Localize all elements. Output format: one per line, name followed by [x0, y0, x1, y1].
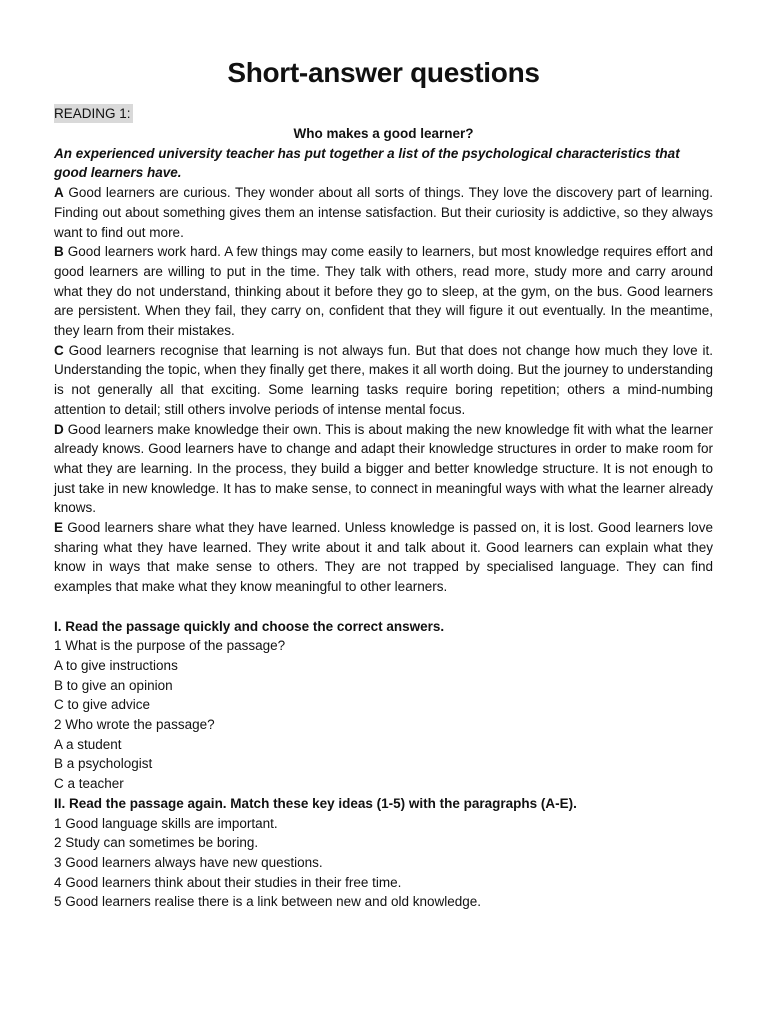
passage-intro: An experienced university teacher has put together a list of the psychological characteristics that good learners have.: [54, 145, 680, 181]
paragraph-text: Good learners recognise that learning is not always fun. But that does not change how much they love it. Understanding the topic, when they finally get there, makes it all worth doing. But the journey to understanding is not generally all that exciting. Some learning tasks require boring repetition; others a mind-numbing attention to detail; still others involve periods of intense mental focus.: [54, 342, 713, 417]
question-2-option-b: B a psychologist: [54, 756, 153, 772]
key-idea-4: 4 Good learners think about their studies in their free time.: [54, 874, 402, 890]
paragraph-text: Good learners make knowledge their own. This is about making the new knowledge fit with what the learner already knows. Good learners have to change and adapt their knowledge structures in order to make room for what they are learning. In the process, they build a bigger and better knowledge structure. It is not enough to just take in new knowledge. It has to make sense, to connect in meaningful ways with what the learner already knows.: [54, 421, 713, 516]
page-title: Short-answer questions: [227, 57, 540, 88]
question-2-option-c: C a teacher: [54, 776, 124, 792]
paragraph-text: Good learners are curious. They wonder about all sorts of things. They love the discovery part of learning. Finding out about something gives them an intense satisfaction. But their curiosity is addictive, so they always want to find out more.: [54, 185, 713, 240]
paragraph-text: Good learners work hard. A few things may come easily to learners, but most knowledge requires effort and good learners are willing to put in the time. They talk with others, read more, study more and carry around what they do not understand, thinking about it before they go to sleep, at the gym, on the bus. Good learners are persistent. When they fail, they carry on, confident that they will figure it out eventually. In the meantime, they learn from their mistakes.: [54, 244, 713, 339]
question-2: 2 Who wrote the passage?: [54, 717, 215, 733]
paragraph-letter: A: [54, 185, 64, 201]
passage-heading: Who makes a good learner?: [293, 126, 474, 141]
spacer: [54, 597, 713, 617]
paragraph-letter: B: [54, 244, 64, 260]
paragraph-letter: D: [54, 421, 64, 437]
document-page: [54, 56, 713, 912]
question-1-option-a: A to give instructions: [54, 657, 178, 673]
paragraph-letter: E: [54, 520, 64, 536]
paragraph-c: [54, 341, 713, 420]
question-1-option-b: B to give an opinion: [54, 677, 173, 693]
section2-heading: II. Read the passage again. Match these key ideas (1-5) with the paragraphs (A-E).: [54, 795, 577, 811]
paragraph-b: [54, 242, 713, 341]
question-2-option-a: A a student: [54, 736, 122, 752]
paragraph-text: Good learners share what they have learned. Unless knowledge is passed on, it is lost. Good learners love sharing what they have learned. They write about it and talk about it. Good learners can explain what they know in ways that make sense to others. They are not trapped by specialised language. They can find examples that make what they know meaningful to other learners.: [54, 520, 713, 595]
section1-heading: I. Read the passage quickly and choose the correct answers.: [54, 618, 445, 634]
question-1-option-c: C to give advice: [54, 697, 151, 713]
key-idea-1: 1 Good language skills are important.: [54, 815, 278, 831]
key-idea-5: 5 Good learners realise there is a link between new and old knowledge.: [54, 894, 482, 910]
paragraph-letter: C: [54, 342, 64, 358]
question-1: 1 What is the purpose of the passage?: [54, 638, 286, 654]
key-idea-2: 2 Study can sometimes be boring.: [54, 835, 259, 851]
reading-label: READING 1:: [54, 106, 131, 121]
paragraph-a: [54, 183, 713, 242]
key-idea-3: 3 Good learners always have new questions.: [54, 855, 323, 870]
paragraph-e: [54, 518, 713, 597]
paragraph-d: [54, 420, 713, 519]
